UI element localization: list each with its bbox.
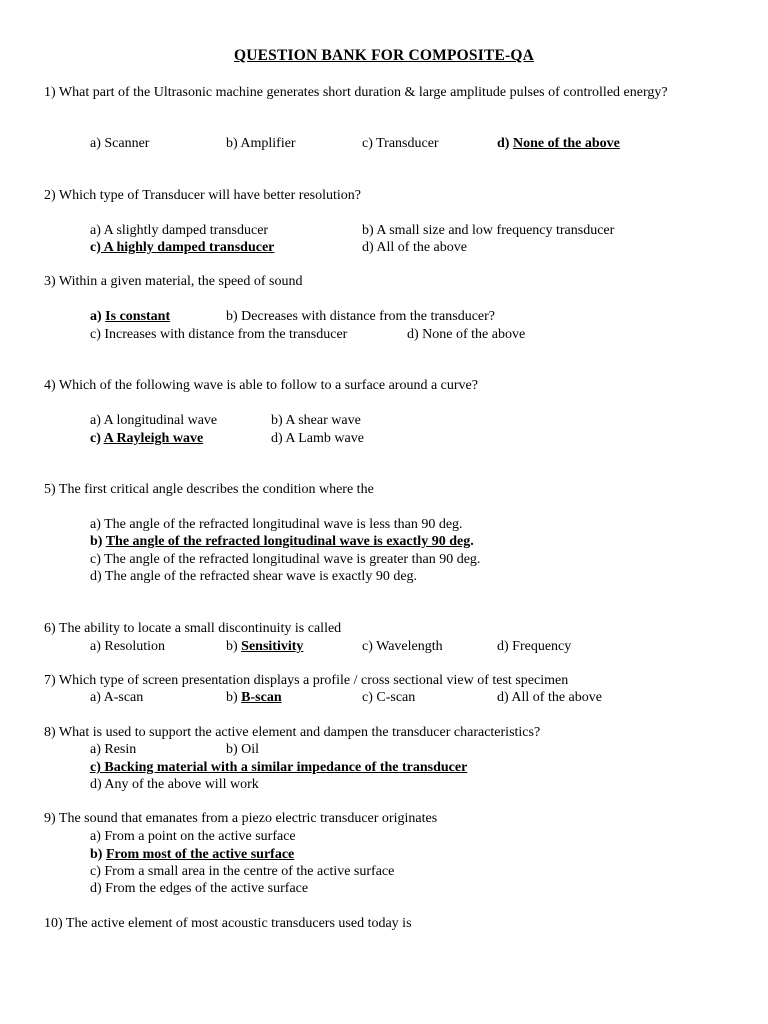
q4-answer-text: A Rayleigh wave [103,431,204,446]
q7-answer [226,689,282,707]
q5-option-a: a) The angle of the refracted longitudinal wave is less than 90 deg. [90,517,463,532]
q5-answer [90,533,474,551]
q7-option-a: a) A-scan [90,690,144,705]
q5-answer-period: . [470,534,474,549]
question-6-text: 6) The ability to locate a small discontinuity is called [44,621,342,636]
q1-option-c: c) Transducer [362,136,439,151]
question-9-text: 9) The sound that emanates from a piezo electric transducer originates [44,811,438,826]
q9-answer-text: From most of the active surface [105,847,295,862]
question-7-text: 7) Which type of screen presentation displays a profile / cross sectional view of test specimen [44,673,569,688]
q1-option-a: a) Scanner [90,136,150,151]
question-5-text: 5) The first critical angle describes the condition where the [44,482,374,497]
q9-answer [90,846,294,864]
q1-answer [497,135,620,153]
q8-answer: c) Backing material with a similar impedance of the transducer [90,760,468,775]
q9-answer-letter: b) [90,847,106,862]
q5-option-d: d) The angle of the refracted shear wave is exactly 90 deg. [90,569,418,584]
q6-option-c: c) Wavelength [362,639,443,654]
q2-option-a: a) A slightly damped transducer [90,223,269,238]
q6-answer [226,638,303,656]
q4-option-a: a) A longitudinal wave [90,413,218,428]
q1-option-b: b) Amplifier [226,136,296,151]
q9-option-c: c) From a small area in the centre of the active surface [90,864,395,879]
q6-answer-letter: b) [226,639,242,654]
question-1-text: 1) What part of the Ultrasonic machine generates short duration & large amplitude pulses of controlled energy? [44,85,668,100]
q1-answer-letter: d) [497,136,513,151]
q2-answer-letter: c) [90,240,101,255]
q4-option-b: b) A shear wave [271,413,361,428]
q8-option-b: b) Oil [226,742,260,757]
q1-answer-text: None of the above [512,136,620,151]
q5-answer-letter: b) [90,534,106,549]
q7-answer-letter: b) [226,690,242,705]
question-4-text: 4) Which of the following wave is able to follow to a surface around a curve? [44,378,478,393]
q9-option-d: d) From the edges of the active surface [90,881,309,896]
q7-option-d: d) All of the above [497,690,602,705]
q5-answer-text: The angle of the refracted longitudinal wave is exactly 90 deg [105,534,471,549]
q3-answer [90,308,170,326]
q7-option-c: c) C-scan [362,690,416,705]
q3-option-d: d) None of the above [407,327,526,342]
q2-answer-text: A highly damped transducer [100,240,275,255]
q2-option-b: b) A small size and low frequency transducer [362,223,615,238]
q3-option-b: b) Decreases with distance from the transducer? [226,309,495,324]
question-2-text: 2) Which type of Transducer will have better resolution? [44,188,361,203]
q2-answer [90,239,274,257]
q6-option-a: a) Resolution [90,639,166,654]
q3-option-c: c) Increases with distance from the transducer [90,327,348,342]
q5-option-c: c) The angle of the refracted longitudinal wave is greater than 90 deg. [90,552,481,567]
question-8-text: 8) What is used to support the active element and dampen the transducer characteristics? [44,725,541,740]
q7-answer-text: B-scan [241,690,282,705]
q4-answer-letter: c) [90,431,104,446]
q9-option-a: a) From a point on the active surface [90,829,296,844]
page-title: QUESTION BANK FOR COMPOSITE-QA [233,47,535,64]
q3-answer-text: Is constant [105,309,171,324]
q2-option-d: d) All of the above [362,240,467,255]
q8-option-d: d) Any of the above will work [90,777,259,792]
q6-answer-text: Sensitivity [241,639,304,654]
q3-answer-letter: a) [90,309,106,324]
question-10-text: 10) The active element of most acoustic transducers used today is [44,916,412,931]
q6-option-d: d) Frequency [497,639,572,654]
q8-option-a: a) Resin [90,742,137,757]
question-3-text: 3) Within a given material, the speed of sound [44,274,303,289]
q4-option-d: d) A Lamb wave [271,431,364,446]
q4-answer [90,430,203,448]
